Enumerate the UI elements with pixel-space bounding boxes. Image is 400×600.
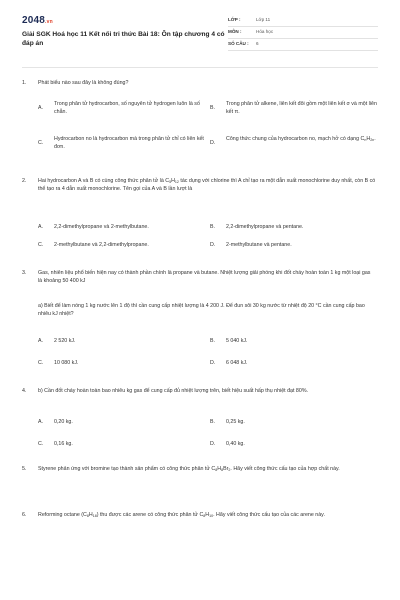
option-a[interactable] bbox=[38, 101, 208, 116]
meta-table bbox=[228, 15, 378, 51]
option-letter: D. bbox=[210, 242, 216, 248]
question-2 bbox=[22, 178, 376, 193]
option-text: 2 520 kJ. bbox=[54, 338, 76, 344]
meta-row-grade bbox=[228, 15, 378, 27]
option-text: 2,2-dimethylpropane và pentane. bbox=[226, 224, 304, 230]
option-letter: B. bbox=[210, 224, 216, 230]
option-letter: C. bbox=[38, 242, 44, 248]
option-d[interactable] bbox=[210, 242, 380, 250]
option-letter: A. bbox=[38, 419, 44, 425]
option-text: Trong phân tử hydrocarbon, số nguyên tử hydrogen luôn là số chẵn. bbox=[54, 101, 200, 115]
option-text: 0,16 kg. bbox=[54, 441, 73, 447]
meta-label: MÔN : bbox=[228, 29, 242, 35]
option-text: 2,2-dimethylpropane và 2-methylbutane. bbox=[54, 224, 149, 230]
option-b[interactable] bbox=[210, 419, 380, 427]
option-letter: B. bbox=[210, 105, 216, 111]
option-c[interactable] bbox=[38, 360, 208, 368]
option-c[interactable] bbox=[38, 242, 208, 250]
option-text: 6 048 kJ. bbox=[226, 360, 248, 366]
meta-row-count bbox=[228, 39, 378, 51]
meta-value: 6 bbox=[256, 41, 259, 47]
meta-value: Hóa học bbox=[256, 29, 274, 35]
question-text: b) Cần đốt cháy hoàn toàn bao nhiêu kg gas để cung cấp đủ nhiệt lượng trên, biết hiệu suất hấp thụ nhiệt đạt 80%. bbox=[38, 388, 308, 394]
option-letter: B. bbox=[210, 338, 216, 344]
question-text: Hai hydrocarbon A và B có cùng công thức phân tử là $C_5H_{12}$ tác dụng với chlorine thì A chỉ tạo ra một dẫn xuất monochlorine duy nhất, còn B có thể tạo ra 4 dẫn xuất monochlorine. Tên gọi của A và B lần lượt là bbox=[38, 178, 376, 192]
option-letter: A. bbox=[38, 224, 44, 230]
option-text: 2-methylbutane và 2,2-dimethylpropane. bbox=[54, 242, 149, 248]
option-text: Hydrocarbon no là hydrocarbon mà trong phân tử chỉ có liên kết đơn. bbox=[54, 136, 204, 150]
option-text: Trong phân tử alkene, liên kết đôi gồm một liên kết σ và một liên kết π. bbox=[226, 101, 377, 115]
option-d[interactable] bbox=[210, 136, 380, 148]
option-a[interactable] bbox=[38, 419, 208, 427]
option-letter: C. bbox=[38, 441, 44, 447]
question-text: Reforming octane $(C_8H_{18})$ thu được các arene có công thức phân tử $C_8H_{10}$. Hãy viết công thức cấu tạo của các arene này. bbox=[38, 512, 325, 518]
meta-value: Lớp 11 bbox=[256, 17, 271, 23]
option-text: 0,40 kg. bbox=[226, 441, 245, 447]
option-c[interactable] bbox=[38, 441, 208, 449]
question-number: 2. bbox=[22, 178, 27, 184]
option-letter: C. bbox=[38, 360, 44, 366]
option-text: 2-methylbutane và pentane. bbox=[226, 242, 292, 248]
option-text: 5 040 kJ. bbox=[226, 338, 248, 344]
page-title: Giải SGK Hoá học 11 Kết nối tri thức Bài 18: Ôn tập chương 4 có đáp án bbox=[22, 31, 225, 47]
option-letter: B. bbox=[210, 419, 216, 425]
question-4 bbox=[22, 388, 376, 396]
meta-label: LỚP : bbox=[228, 17, 241, 23]
option-b[interactable] bbox=[210, 101, 380, 116]
option-b[interactable] bbox=[210, 338, 380, 346]
question-number: 3. bbox=[22, 270, 27, 276]
option-d[interactable] bbox=[210, 360, 380, 368]
logo-text: 2048 bbox=[22, 15, 46, 26]
question-number: 4. bbox=[22, 388, 27, 394]
option-text: 0,25 kg. bbox=[226, 419, 245, 425]
question-5 bbox=[22, 466, 376, 474]
option-c[interactable] bbox=[38, 136, 208, 151]
logo-suffix: .vn bbox=[45, 19, 53, 25]
question-number: 5. bbox=[22, 466, 27, 472]
question-3 bbox=[22, 270, 376, 285]
option-text: 0,20 kg. bbox=[54, 419, 73, 425]
option-a[interactable] bbox=[38, 224, 208, 232]
option-text: Công thức chung của hydrocarbon no, mạch hở có dạng $C_nH_{2n}$. bbox=[226, 136, 376, 142]
option-text: 10 080 kJ. bbox=[54, 360, 79, 366]
option-letter: D. bbox=[210, 441, 216, 447]
question-3-subtext: a) Biết để làm nóng 1 kg nước lên 1 độ thì cần cung cấp nhiệt lượng là 4 200 J. Để đun sôi 30 kg nước từ nhiệt độ 20 °C cần cung cấp bao nhiêu kJ nhiệt? bbox=[38, 303, 365, 317]
option-letter: A. bbox=[38, 338, 44, 344]
question-6 bbox=[22, 512, 376, 520]
question-number: 6. bbox=[22, 512, 27, 518]
meta-label: SỐ CÂU : bbox=[228, 41, 249, 47]
option-b[interactable] bbox=[210, 224, 380, 232]
header-divider bbox=[22, 67, 378, 68]
question-text: Phát biểu nào sau đây là không đúng? bbox=[38, 80, 129, 86]
question-number: 1. bbox=[22, 80, 27, 86]
option-letter: D. bbox=[210, 360, 216, 366]
meta-row-subject bbox=[228, 27, 378, 39]
site-logo[interactable] bbox=[22, 14, 53, 29]
question-text: Styrene phản ứng với bromine tạo thành sản phẩm có công thức phân tử $C_8H_8Br_2$. Hãy viết công thức cấu tạo của hợp chất này. bbox=[38, 466, 340, 472]
question-text: Gas, nhiên liệu phổ biến hiện nay có thành phần chính là propane và butane. Nhiệt lượng giải phóng khi đốt cháy hoàn toàn 1 kg một loại gas là khoảng 50 400 kJ bbox=[38, 270, 371, 284]
option-letter: C. bbox=[38, 140, 44, 146]
question-1 bbox=[22, 80, 376, 88]
option-letter: D. bbox=[210, 140, 216, 146]
option-letter: A. bbox=[38, 105, 44, 111]
option-a[interactable] bbox=[38, 338, 208, 346]
option-d[interactable] bbox=[210, 441, 380, 449]
